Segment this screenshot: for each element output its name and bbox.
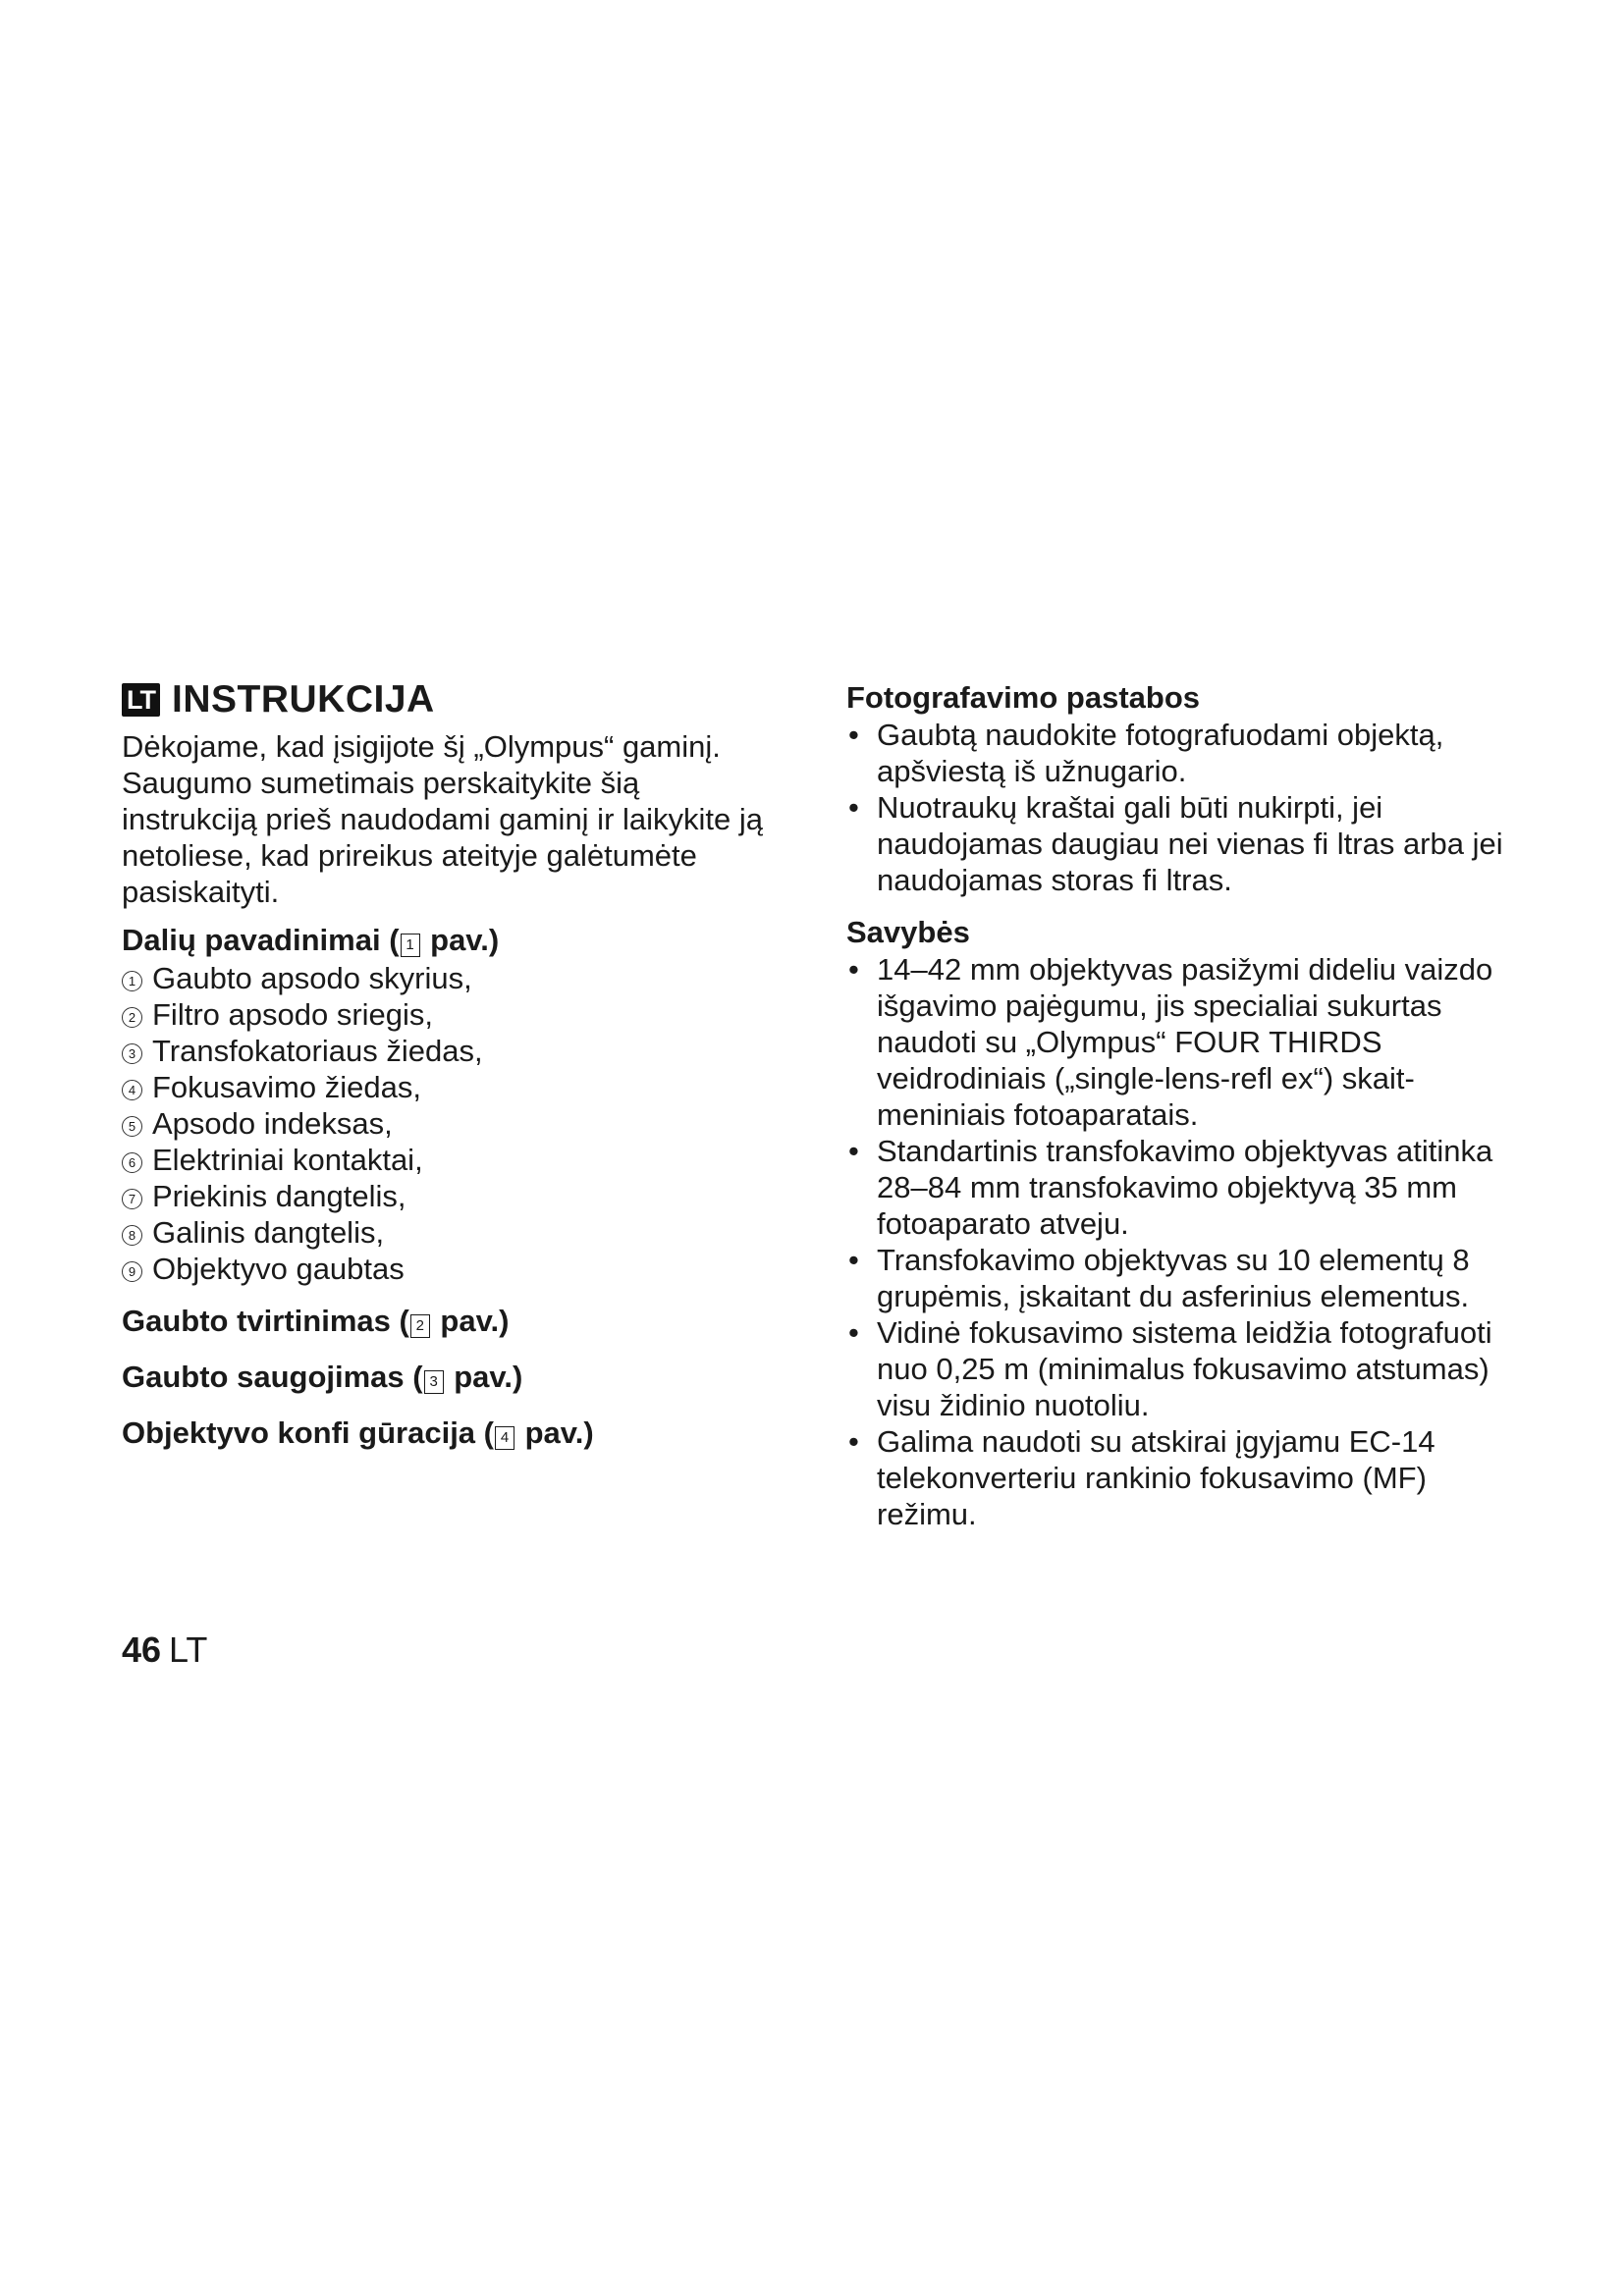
lens-config-heading: Objektyvo konfi gūracija ( 4 pav.) xyxy=(122,1415,594,1450)
features-list xyxy=(846,951,1534,1532)
circled-number: 4 xyxy=(122,1080,142,1100)
right-column xyxy=(846,679,1534,1532)
list-item: • Galima naudoti su atskirai įgyjamu EC-14 telekonverteriu rankinio fokusavimo (MF) režimu. xyxy=(846,1423,1534,1532)
title-row xyxy=(122,677,770,722)
page-title: INSTRUKCIJA xyxy=(171,678,435,721)
figure-ref-icon: 1 xyxy=(401,934,420,957)
list-item: 6 Elektriniai kontaktai, xyxy=(122,1142,770,1178)
hood-mount-heading: Gaubto tvirtinimas ( 2 pav.) xyxy=(122,1304,510,1338)
list-item: • Nuotraukų kraštai gali būti nukirpti, jei naudojamas daugiau nei vienas fi ltras arba jei naudojamas storas fi ltras. xyxy=(846,789,1534,898)
footer-language: LT xyxy=(169,1629,208,1670)
circled-number: 8 xyxy=(122,1225,142,1246)
circled-number: 1 xyxy=(122,971,142,991)
list-item: • Standartinis transfokavimo objektyvas atitinka 28–84 mm transfokavimo objektyvą 35 mm fotoaparato atveju. xyxy=(846,1133,1534,1242)
figure-ref-icon: 4 xyxy=(495,1426,514,1450)
list-item: 8 Galinis dangtelis, xyxy=(122,1214,770,1251)
page-number: 46 xyxy=(122,1629,162,1670)
figure-ref-icon: 3 xyxy=(424,1370,444,1394)
list-item: • 14–42 mm objektyvas pasižymi dideliu vaizdo išgavimo pajėgumu, jis specialiai sukurtas naudoti su „Olympus“ FOUR THIRDS veidrodiniais („single-lens-refl ex“) skait-meniniais fotoaparatais. xyxy=(846,951,1534,1133)
list-item: • Transfokavimo objektyvas su 10 elementų 8 grupėmis, įskaitant du asferinius elementus. xyxy=(846,1242,1534,1314)
circled-number: 9 xyxy=(122,1261,142,1282)
list-item: 1 Gaubto apsodo skyrius, xyxy=(122,960,770,996)
circled-number: 6 xyxy=(122,1152,142,1173)
list-item: 7 Priekinis dangtelis, xyxy=(122,1178,770,1214)
list-item: 9 Objektyvo gaubtas xyxy=(122,1251,770,1287)
figure-ref-icon: 2 xyxy=(410,1314,430,1338)
left-column xyxy=(122,677,770,1451)
list-item: • Vidinė fokusavimo sistema leidžia fotografuoti nuo 0,25 m (minimalus fokusavimo atstumas) visu židinio nuotoliu. xyxy=(846,1314,1534,1423)
list-item: 2 Filtro apsodo sriegis, xyxy=(122,996,770,1033)
circled-number: 3 xyxy=(122,1043,142,1064)
list-item: • Gaubtą naudokite fotografuodami objektą, apšviestą iš užnugario. xyxy=(846,717,1534,789)
shooting-notes-heading: Fotografavimo pastabos xyxy=(846,680,1200,715)
list-item: 5 Apsodo indeksas, xyxy=(122,1105,770,1142)
page-footer xyxy=(122,1629,207,1671)
circled-number: 2 xyxy=(122,1007,142,1028)
list-item: 3 Transfokatoriaus žiedas, xyxy=(122,1033,770,1069)
intro-paragraph: Dėkojame, kad įsigijote šį „Olympus“ gaminį. Saugumo sumetimais perskaitykite šią instrukciją prieš naudodami gaminį ir laikykite ją netoliese, kad prireikus ateityje galėtumėte pasiskaityti. xyxy=(122,729,763,909)
language-badge: LT xyxy=(122,683,160,717)
circled-number: 7 xyxy=(122,1189,142,1209)
hood-storage-heading: Gaubto saugojimas ( 3 pav.) xyxy=(122,1360,523,1394)
circled-number: 5 xyxy=(122,1116,142,1137)
parts-heading: Dalių pavadinimai ( 1 pav.) xyxy=(122,923,500,957)
shooting-notes-list xyxy=(846,717,1534,898)
features-heading: Savybės xyxy=(846,915,970,949)
parts-list xyxy=(122,960,770,1287)
list-item: 4 Fokusavimo žiedas, xyxy=(122,1069,770,1105)
